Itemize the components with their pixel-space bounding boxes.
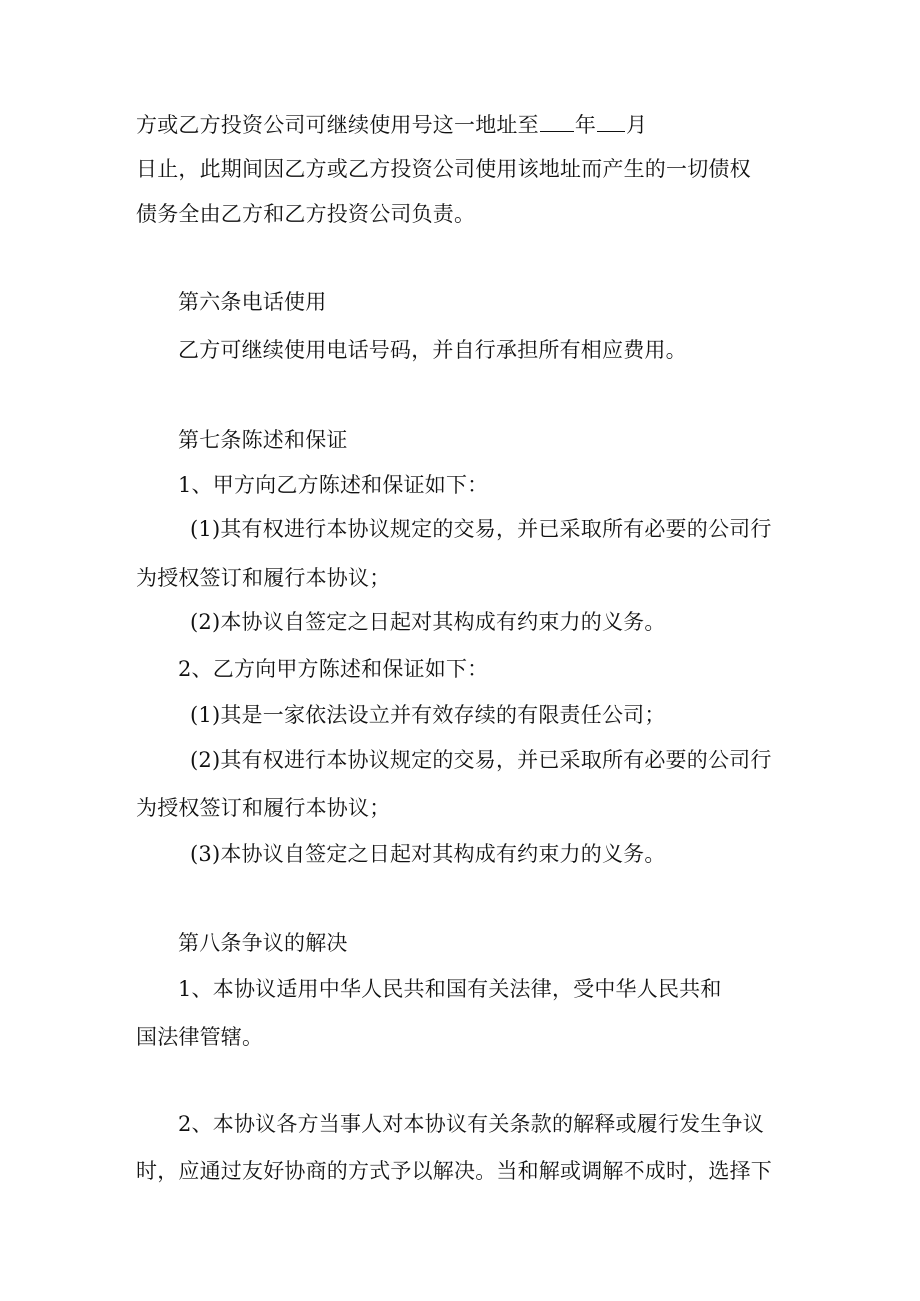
clause-line: 1、本协议适用中华人民共和国有关法律，受中华人民共和 — [178, 977, 722, 1001]
paragraph-line: 乙方可继续使用电话号码，并自行承担所有相应费用。 — [178, 338, 687, 362]
clause-line: (2)本协议自签定之日起对其构成有约束力的义务。 — [190, 610, 666, 634]
article-heading: 第七条陈述和保证 — [178, 428, 348, 452]
clause-line: 时，应通过友好协商的方式予以解决。当和解或调解不成时，选择下 — [136, 1159, 772, 1183]
clause-line: 2、乙方向甲方陈述和保证如下： — [178, 657, 489, 681]
paragraph-line: 债务全由乙方和乙方投资公司负责。 — [136, 202, 476, 226]
clause-line: 为授权签订和履行本协议； — [136, 566, 391, 590]
paragraph-line — [136, 110, 647, 140]
text-segment: 月 — [626, 113, 648, 137]
text-segment: 年 — [574, 113, 597, 137]
clause-line: 国法律管辖。 — [136, 1025, 264, 1049]
blank-underline — [540, 111, 574, 132]
clause-line: (3)本协议自签定之日起对其构成有约束力的义务。 — [190, 842, 666, 866]
article-heading: 第八条争议的解决 — [178, 931, 348, 955]
clause-line: (2)其有权进行本协议规定的交易，并已采取所有必要的公司行 — [190, 748, 772, 772]
clause-line: 2、本协议各方当事人对本协议有关条款的解释或履行发生争议 — [178, 1112, 764, 1136]
clause-line: (1)其是一家依法设立并有效存续的有限责任公司； — [190, 703, 666, 727]
clause-line: 为授权签订和履行本协议； — [136, 796, 391, 820]
paragraph-line: 日止，此期间因乙方或乙方投资公司使用该地址而产生的一切债权 — [136, 157, 751, 181]
text-segment: 方或乙方投资公司可继续使用号这一地址至 — [136, 113, 539, 137]
clause-line: (1)其有权进行本协议规定的交易，并已采取所有必要的公司行 — [190, 517, 772, 541]
blank-underline — [597, 111, 625, 132]
article-heading: 第六条电话使用 — [178, 290, 327, 314]
clause-line: 1、甲方向乙方陈述和保证如下： — [178, 473, 489, 497]
